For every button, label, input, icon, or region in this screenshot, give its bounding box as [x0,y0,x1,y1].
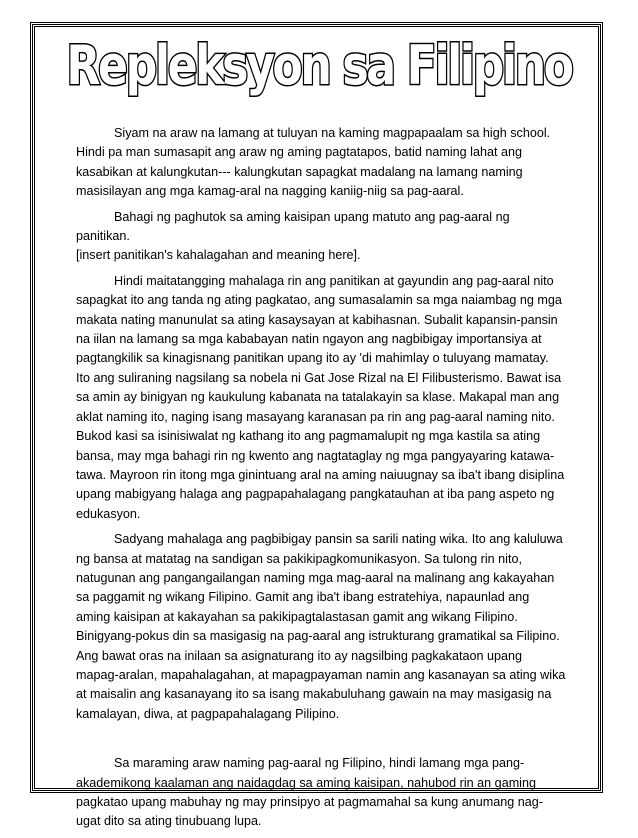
paragraph-1: Siyam na araw na lamang at tuluyan na kaming magpapaalam sa high school. Hindi pa man sumasapit ang araw ng aming pagtatapos, batid naming lahat ang kasabikan at kalungkutan--- kalungkutan sapagkat madalang na lamang naming masisilayan ang mga kamag-aral na nagging kaniig-niig sa pag-aaral. [76,126,551,199]
document-body [76,124,566,838]
paragraph-5: Sa maraming araw naming pag-aaral ng Filipino, hindi lamang mga pang- akademikong kaalaman ang naidagdag sa aming kaisipan, nahubod rin an gaming pagkatao upang mabuhay ng may prinsipyo at pagmamahal sa kung anumang nag- ugat dito sa ating tinubuang lupa. [76,756,543,829]
paragraph-3: Hindi maitatangging mahalaga rin ang panitikan at gayundin ang pag-aaral nito sapagkat ito ang tanda ng ating pagkatao, ang sumasalamin sa mga naiambag ng mga makata nating manunulat sa ating kasaysayan at kabihasnan. Subalit kapansin-pansin na iilan na lamang sa mga kababayan natin ngayon ang nagbibigay importansiya at pagtangkilik sa kinagisnang panitikan upang ito ay 'di mahimlay o tuluyang mamatay. Ito ang suliraning nagsilang sa nobela ni Gat Jose Rizal na El Filibusterismo. Bawat isa sa amin ay binigyan ng kaukulung kabanata na tatalakayin sa klase. Makapal man ang aklat naming ito, naging isang masayang karanasan pa rin ang pag-aaral naming nito. Bukod kasi sa isinisiwalat ng kathang ito ang pagmamalupit ng mga kastila sa ating bansa, may mga bahagi rin ng kwento ang nagtataglay ng mga pangyayaring katawa- tawa. Mayroon rin itong mga ginintuang aral na aming naiuugnay sa iba't ibang disiplina upang mabigyang halaga ang pagpapahalagang pangkatauhan at iba pang aspeto ng edukasyon. [76,273,565,521]
page-title: Repleksyon sa Filipino [66,34,572,97]
paragraph-2: Bahagi ng paghutok sa aming kaisipan upang matuto ang pag-aaral ng panitikan. [insert panitikan's kahalagahan and meaning here]. [76,209,510,263]
paragraph-4: Sadyang mahalaga ang pagbibigay pansin sa sarili nating wika. Ito ang kaluluwa ng bansa at matatag na sandigan sa pakikipagkomunikasyon. Sa tulong rin nito, natugunan ang pangangailangan naming mga mag-aaral na malinang ang kakayahan sa paggamit ng wikang Filipino. Gamit ang iba't ibang estratehiya, napaunlad ang aming kaisipan at kakayahan sa pakikipagtalastasan gamit ang wikang Filipino. Binigyang-pokus din sa masigasig na pag-aaral ang istrukturang gramatikal sa Filipino. Ang bawat oras na inilaan sa asignaturang ito ay nagsilbing pagkakataon upang mapag-aralan, mapahalagahan, at mapagpayaman namin ang kasanayan sa ating wika at maisalin ang kasanayang ito sa isang makabuluhang gawain na may masigasig na kamalayan, diwa, at pagpapahalagang Pilipino. [76,532,566,721]
